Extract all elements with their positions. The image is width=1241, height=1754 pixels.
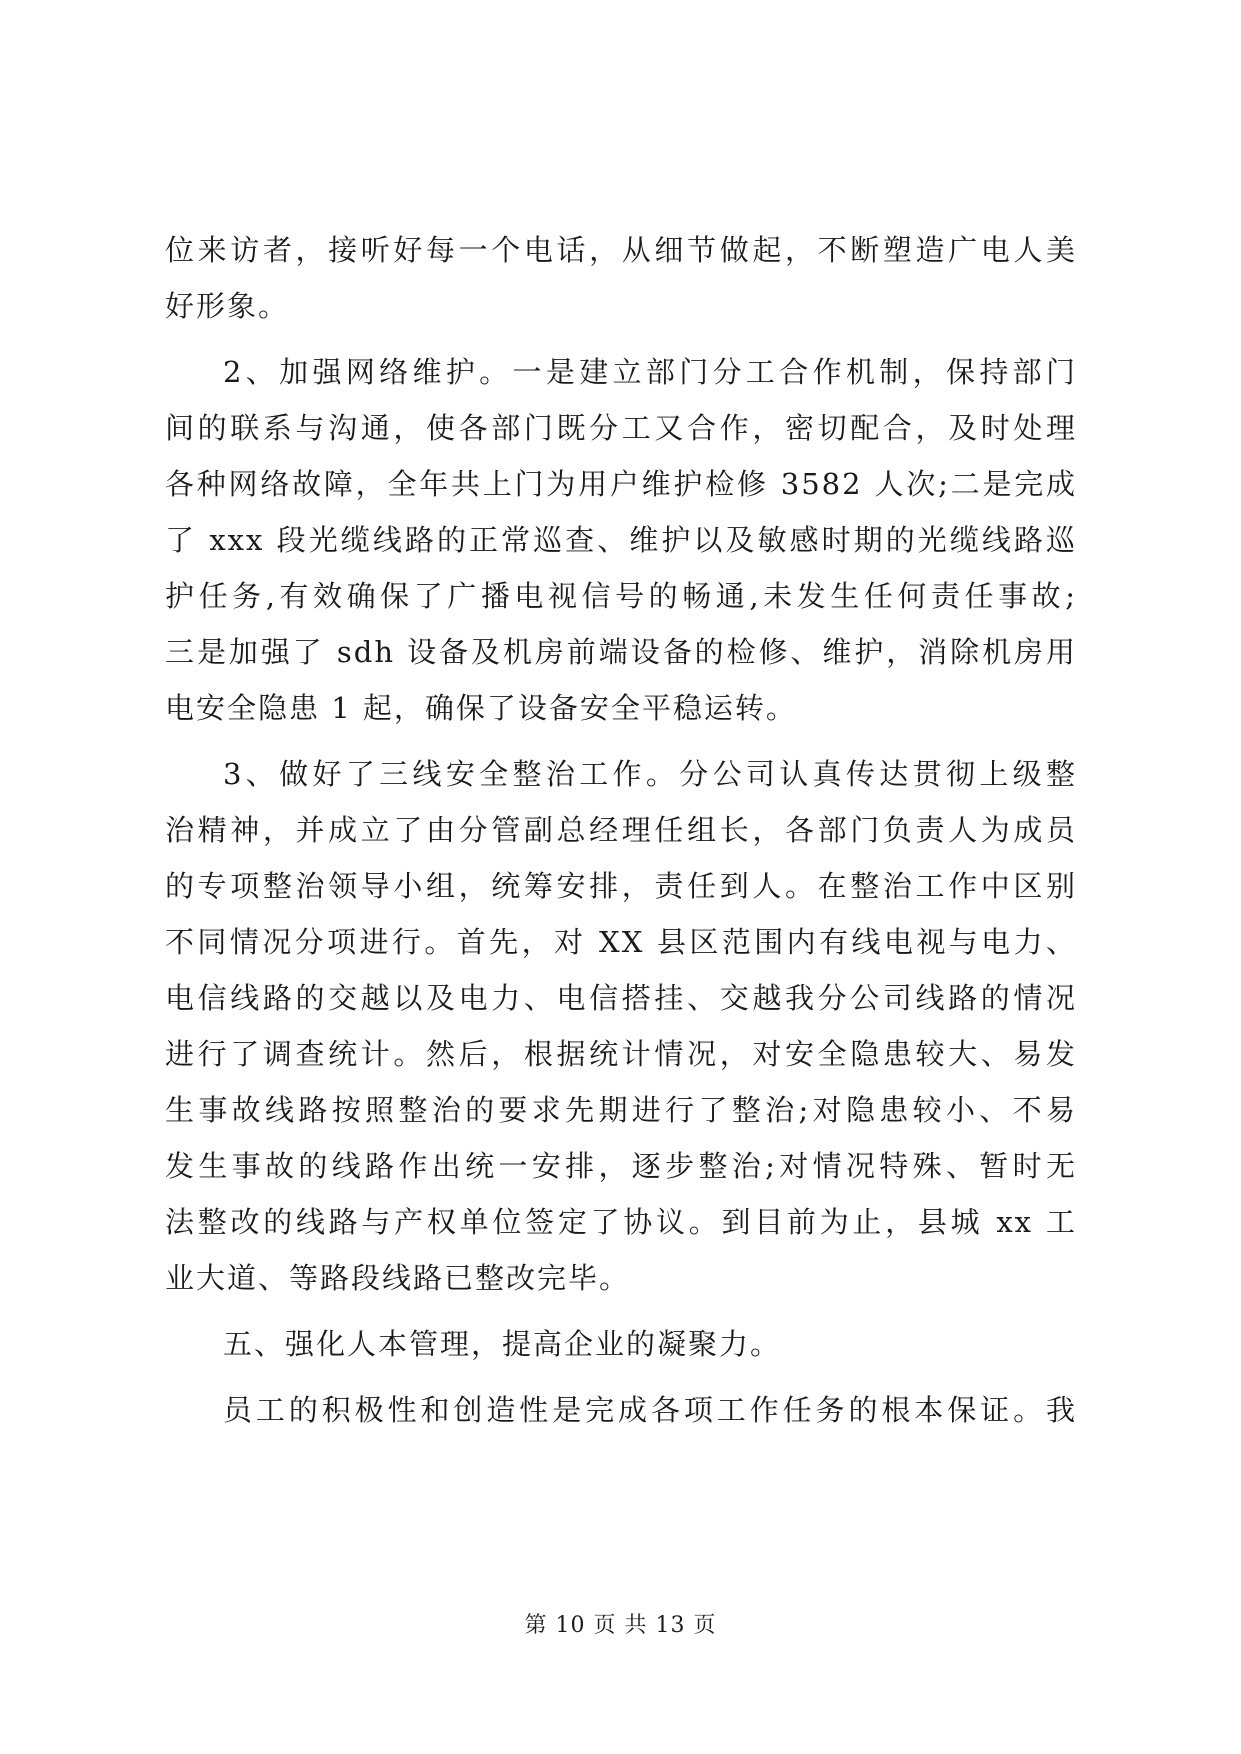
text-line: 位来访者，接听好每一个电话，从细节做起，不断塑造广电人美 [165, 233, 1077, 267]
text-line: 三是加强了 sdh 设备及机房前端设备的检修、维护，消除机房用 [165, 635, 1077, 669]
text-line: 员工的积极性和创造性是完成各项工作任务的根本保证。我 [223, 1393, 1077, 1427]
text-line: 了 xxx 段光缆线路的正常巡查、维护以及敏感时期的光缆线路巡 [165, 523, 1077, 557]
text-line: 治精神，并成立了由分管副总经理任组长，各部门负责人为成员 [165, 813, 1077, 847]
text-line: 进行了调查统计。然后，根据统计情况，对安全隐患较大、易发 [165, 1037, 1077, 1071]
text-line: 的专项整治领导小组，统筹安排，责任到人。在整治工作中区别 [165, 869, 1077, 903]
text-line: 生事故线路按照整治的要求先期进行了整治;对隐患较小、不易 [165, 1093, 1077, 1127]
page-number-footer: 第 10 页 共 13 页 [524, 1613, 717, 1638]
text-line: 护任务,有效确保了广播电视信号的畅通,未发生任何责任事故; [165, 579, 1077, 613]
text-line: 3、做好了三线安全整治工作。分公司认真传达贯彻上级整 [223, 757, 1077, 791]
text-line: 间的联系与沟通，使各部门既分工又合作，密切配合，及时处理 [165, 411, 1077, 445]
text-line: 电安全隐患 1 起，确保了设备安全平稳运转。 [165, 691, 797, 725]
document-body [165, 222, 1077, 1438]
paragraph [165, 222, 1077, 334]
text-line: 好形象。 [165, 289, 290, 323]
paragraph [165, 344, 1077, 736]
section-heading [165, 1316, 1077, 1372]
text-line: 不同情况分项进行。首先，对 XX 县区范围内有线电视与电力、 [165, 925, 1077, 959]
text-line: 发生事故的线路作出统一安排，逐步整治;对情况特殊、暂时无 [165, 1149, 1077, 1183]
text-line: 业大道、等路段线路已整改完毕。 [165, 1261, 631, 1295]
paragraph [165, 1382, 1077, 1438]
paragraph [165, 746, 1077, 1306]
text-line: 2、加强网络维护。一是建立部门分工合作机制，保持部门 [223, 355, 1077, 389]
text-line: 电信线路的交越以及电力、电信搭挂、交越我分公司线路的情况 [165, 981, 1077, 1015]
text-line: 法整改的线路与产权单位签定了协议。到目前为止，县城 xx 工 [165, 1205, 1077, 1239]
text-line: 各种网络故障，全年共上门为用户维护检修 3582 人次;二是完成 [165, 467, 1077, 501]
text-line: 五、强化人本管理，提高企业的凝聚力。 [223, 1327, 782, 1361]
